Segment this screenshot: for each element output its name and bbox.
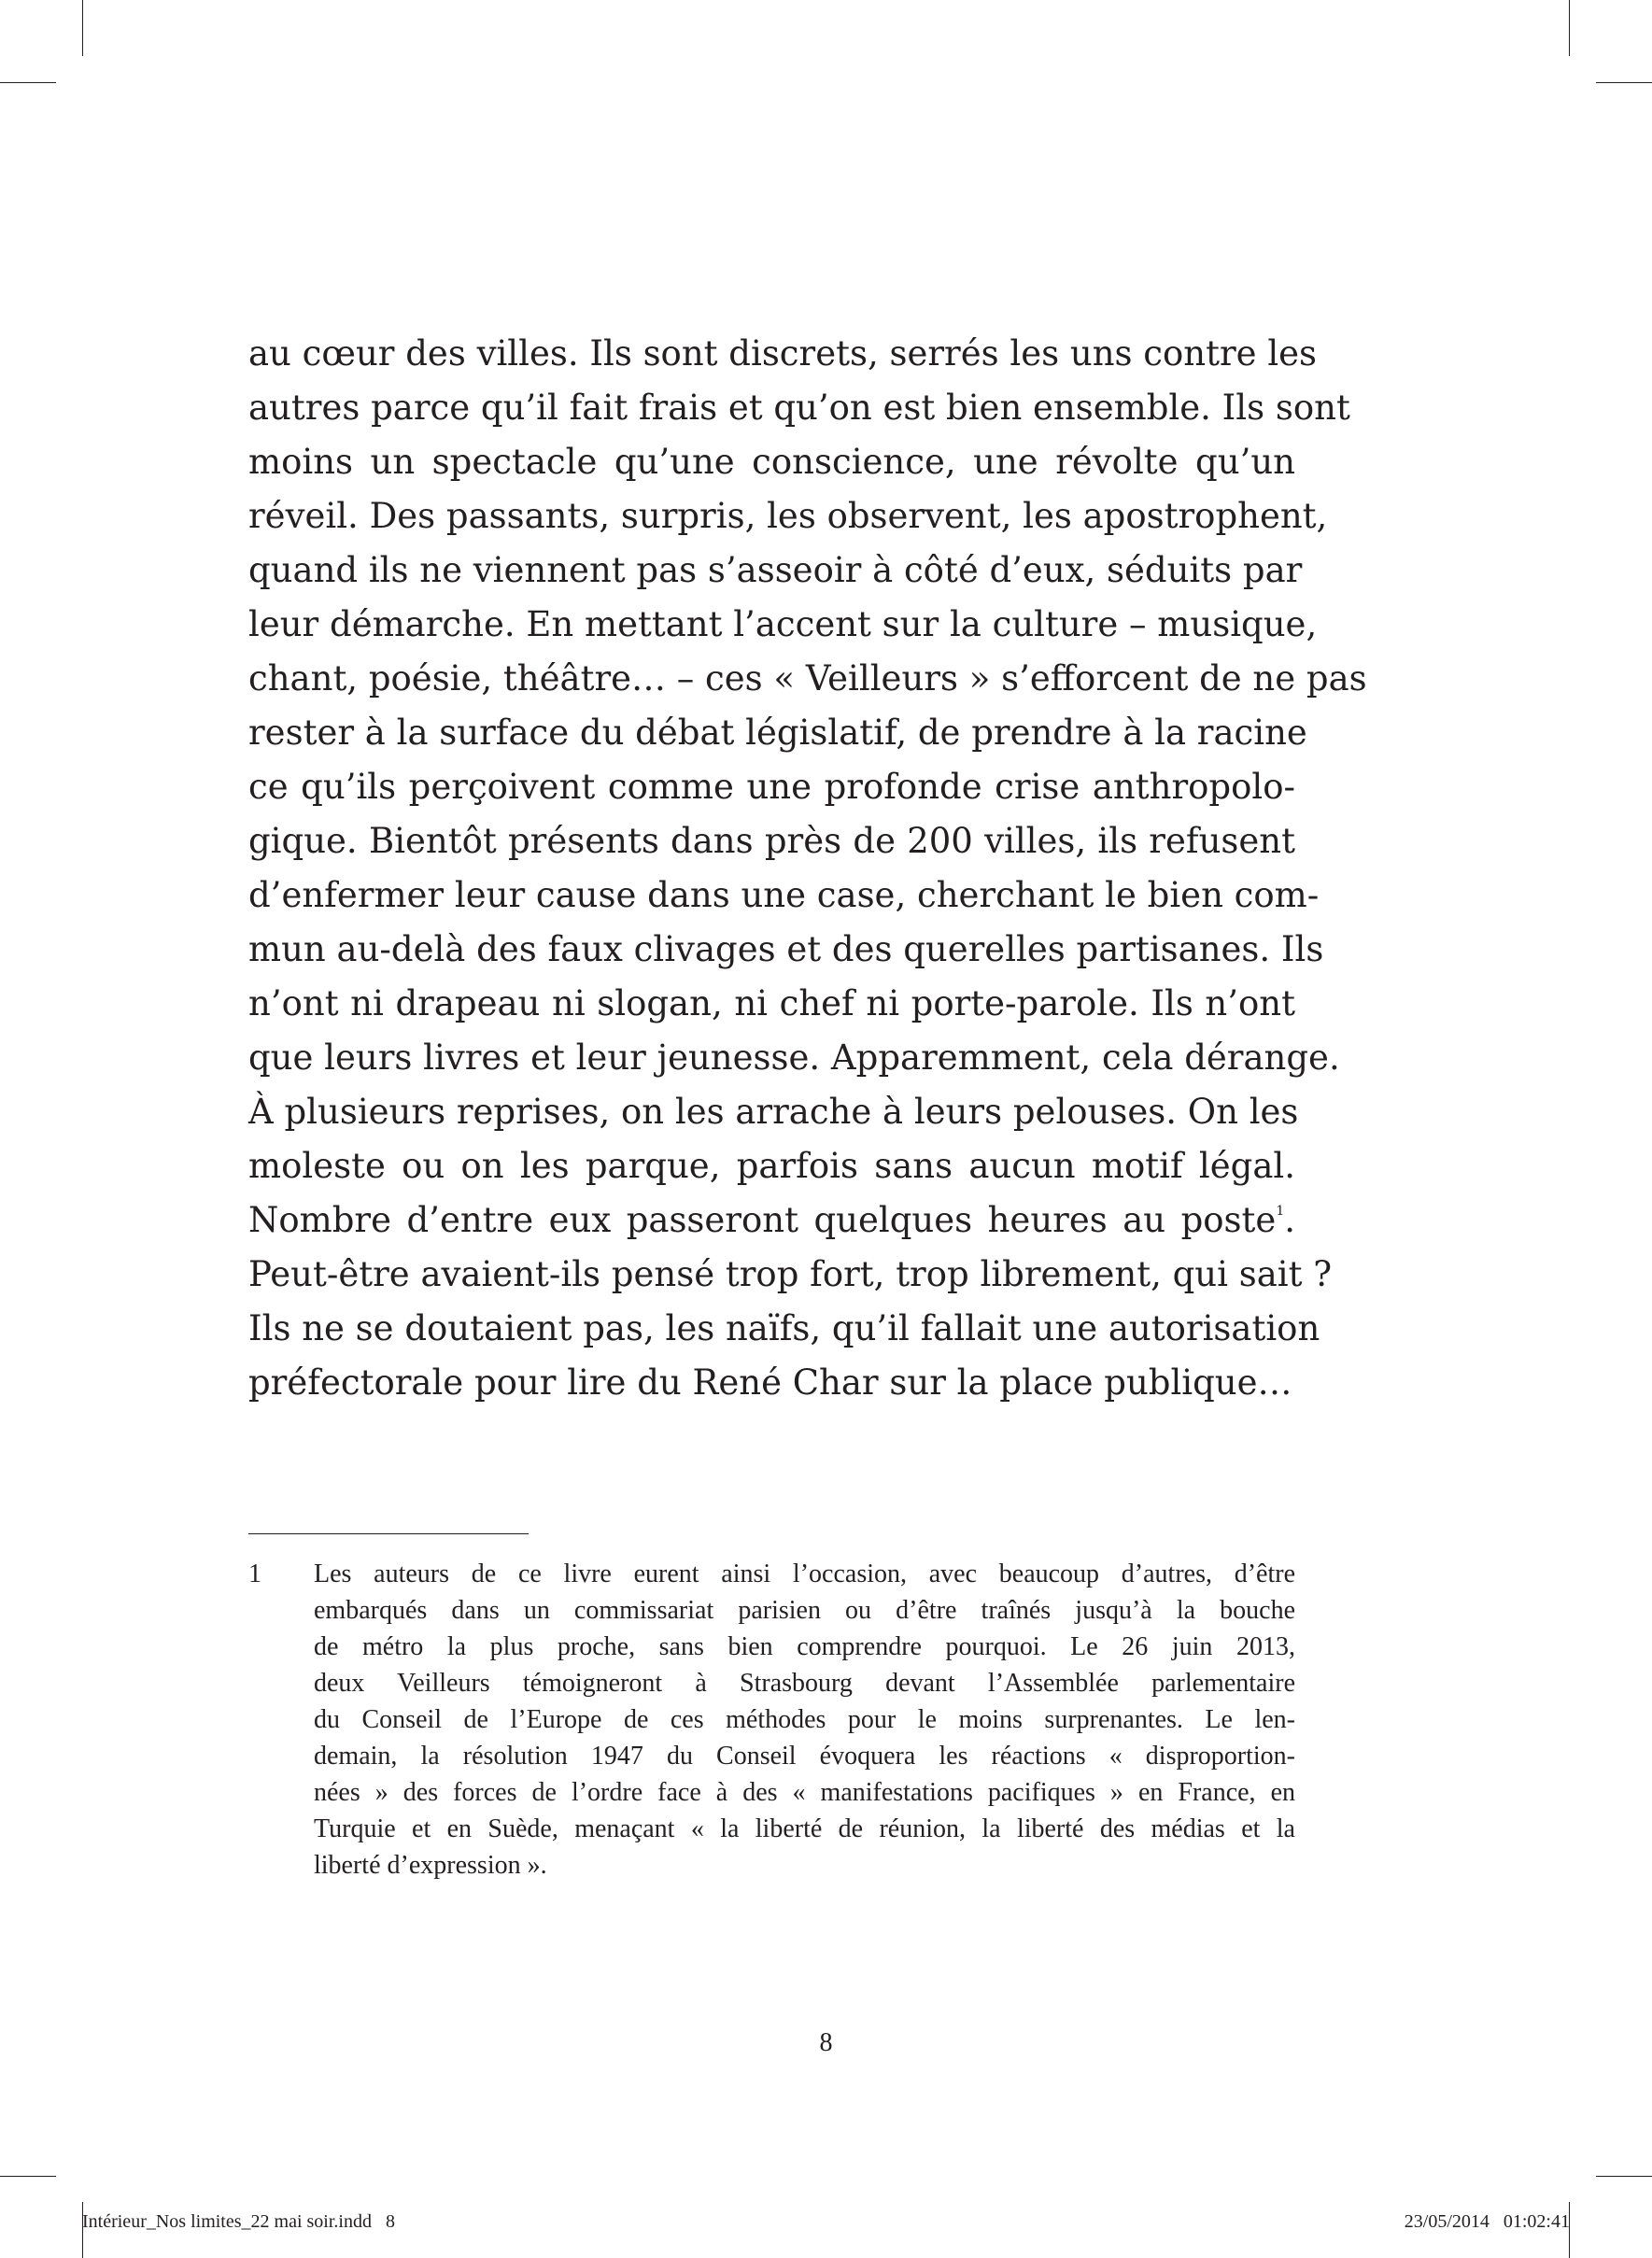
footnote-line: nées » des forces de l’ordre face à des « manifestations pacifiques » en France, en: [314, 1778, 1295, 1807]
footnote-line: demain, la résolution 1947 du Conseil évoquera les réactions « disproportion-: [314, 1742, 1295, 1771]
footnote-separator: [248, 1533, 529, 1534]
footnote-line: embarqués dans un commissariat parisien ou d’être traînés jusqu’à la bouche: [314, 1596, 1295, 1625]
crop-mark-top-right: [1596, 82, 1652, 83]
body-line: au cœur des villes. Ils sont discrets, serrés les uns contre les: [248, 333, 1318, 374]
footnote-line: deux Veilleurs témoigneront à Strasbourg devant l’Assemblée parlementaire: [314, 1669, 1295, 1698]
crop-mark-top-left: [0, 82, 56, 83]
body-line: d’enfermer leur cause dans une case, cherchant le bien com-: [248, 875, 1320, 915]
body-line: Peut-être avaient-ils pensé trop fort, trop librement, qui sait ?: [248, 1254, 1333, 1294]
footnote-number: 1: [248, 1559, 261, 1588]
body-line: mun au-delà des faux clivages et des querelles partisanes. Ils: [248, 929, 1324, 969]
footnote-line: Turquie et en Suède, menaçant « la liberté de réunion, la liberté des médias et la: [314, 1814, 1295, 1843]
body-line: gique. Bientôt présents dans près de 200 villes, ils refusent: [248, 821, 1295, 861]
footnote-reference-punct: .: [1284, 1200, 1295, 1240]
body-line: n’ont ni drapeau ni slogan, ni chef ni porte-parole. Ils n’ont: [248, 983, 1295, 1023]
body-line: préfectorale pour lire du René Char sur la place publique…: [248, 1362, 1292, 1403]
body-line-with-footnote-ref: [248, 1193, 1295, 1248]
body-line: quand ils ne viennent pas s’asseoir à côté d’eux, séduits par: [248, 550, 1303, 590]
body-line: chant, poésie, théâtre… – ces « Veilleurs » s’efforcent de ne pas: [248, 658, 1367, 699]
body-line: que leurs livres et leur jeunesse. Apparemment, cela dérange.: [248, 1037, 1340, 1078]
footnote-reference: 1: [1276, 1204, 1285, 1219]
footnote-line: du Conseil de l’Europe de ces méthodes pour le moins surprenantes. Le len-: [314, 1705, 1295, 1734]
body-line: autres parce qu’il fait frais et qu’on est bien ensemble. Ils sont: [248, 388, 1350, 428]
footnote-line: Les auteurs de ce livre eurent ainsi l’occasion, avec beaucoup d’autres, d’être: [314, 1559, 1295, 1588]
body-paragraph: [248, 327, 1367, 1410]
crop-mark-top-left: [82, 0, 83, 56]
body-line: À plusieurs reprises, on les arrache à leurs pelouses. On les: [248, 1092, 1299, 1132]
body-line: réveil. Des passants, surpris, les observent, les apostrophent,: [248, 496, 1328, 536]
page-number: 8: [819, 2028, 833, 2057]
body-line: moleste ou on les parque, parfois sans aucun motif légal.: [248, 1146, 1295, 1186]
crop-mark-top-right: [1569, 0, 1570, 56]
print-slug-timestamp: 23/05/2014 01:02:41: [1404, 2211, 1570, 2232]
body-line: moins un spectacle qu’une conscience, une révolte qu’un: [248, 442, 1295, 482]
footnote-text: [314, 1556, 1295, 1884]
print-slug-filename: Intérieur_Nos limites_22 mai soir.indd 8: [82, 2211, 395, 2232]
body-line: leur démarche. En mettant l’accent sur la culture – musique,: [248, 604, 1318, 644]
body-line: rester à la surface du débat législatif, de prendre à la racine: [248, 713, 1307, 753]
crop-mark-bottom-right: [1596, 2176, 1652, 2177]
body-line: ce qu’ils perçoivent comme une profonde crise anthropolo-: [248, 767, 1295, 807]
crop-mark-bottom-left: [0, 2176, 56, 2177]
footnote-line: de métro la plus proche, sans bien comprendre pourquoi. Le 26 juin 2013,: [314, 1632, 1295, 1661]
body-line-text: Nombre d’entre eux passeront quelques heures au poste: [248, 1200, 1277, 1240]
body-line: Ils ne se doutaient pas, les naïfs, qu’il fallait une autorisation: [248, 1308, 1320, 1348]
footnote-line: liberté d’expression ».: [314, 1851, 547, 1880]
